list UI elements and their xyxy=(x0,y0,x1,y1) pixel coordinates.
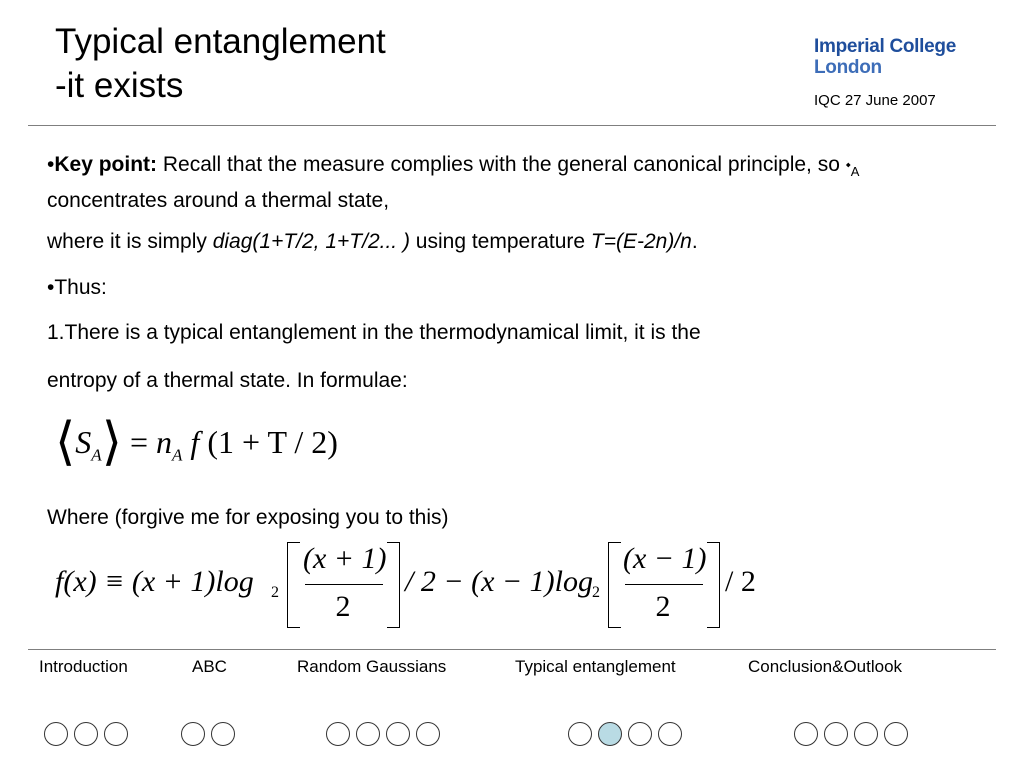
footer-divider xyxy=(28,649,996,650)
point-1-line-2: entropy of a thermal state. In formulae: xyxy=(47,369,408,392)
nav-dots-introduction xyxy=(44,722,128,748)
right-bracket xyxy=(707,542,720,628)
slide-nav-dot[interactable] xyxy=(568,722,592,746)
nav-random-gaussians[interactable]: Random Gaussians xyxy=(297,657,447,676)
slide-title xyxy=(55,20,386,108)
nav-typical-entanglement[interactable]: Typical entanglement xyxy=(515,657,676,676)
slide-nav-dot[interactable] xyxy=(824,722,848,746)
slide-nav-dot[interactable] xyxy=(416,722,440,746)
nav-abc[interactable]: ABC xyxy=(192,657,227,676)
key-point-paragraph: •Key point: Recall that the measure complies with the general canonical principle, so $⬩_A$ concentrates around a thermal state, xyxy=(47,153,860,213)
slide-nav-dot[interactable] xyxy=(356,722,380,746)
title-line-1: Typical entanglement xyxy=(55,22,386,61)
nav-dots-abc xyxy=(181,722,235,748)
slide-nav-dot[interactable] xyxy=(44,722,68,746)
slide-nav-dot[interactable] xyxy=(598,722,622,746)
thus-paragraph: •Thus: xyxy=(47,276,107,299)
slide-nav-dot[interactable] xyxy=(854,722,878,746)
diag-paragraph: where it is simply diag(1+T/2, 1+T/2... ) using temperature T=(E-2n)/n. xyxy=(47,230,698,253)
slide-nav-dot[interactable] xyxy=(794,722,818,746)
nav-dots-conclusion-outlook xyxy=(794,722,908,748)
fraction-bar xyxy=(305,584,383,585)
rho-symbol: ⬩ xyxy=(845,156,851,172)
slide-nav-dot[interactable] xyxy=(104,722,128,746)
slide-nav-dot[interactable] xyxy=(211,722,235,746)
header-divider xyxy=(28,125,996,126)
nav-dots-random-gaussians xyxy=(326,722,440,748)
fraction-bar xyxy=(625,584,703,585)
imperial-college-logo: Imperial College London xyxy=(814,36,956,78)
slide-nav-dot[interactable] xyxy=(326,722,350,746)
f-definition-formula: f(x) ≡ (x + 1)log 2 (x + 1) 2 / 2 − (x − 1)log 2 (x − 1) 2 / 2 xyxy=(55,540,785,632)
slide-nav-dot[interactable] xyxy=(181,722,205,746)
where-paragraph: Where (forgive me for exposing you to this) xyxy=(47,506,449,529)
nav-introduction[interactable]: Introduction xyxy=(39,657,128,676)
slide-nav-dot[interactable] xyxy=(658,722,682,746)
slide-nav-dot[interactable] xyxy=(386,722,410,746)
nav-dots-typical-entanglement xyxy=(568,722,682,748)
slide-nav-dot[interactable] xyxy=(628,722,652,746)
event-label: IQC 27 June 2007 xyxy=(814,92,936,109)
key-point-label: Key point: xyxy=(54,153,158,176)
nav-conclusion-outlook[interactable]: Conclusion&Outlook xyxy=(748,657,903,676)
point-1-line-1: 1.There is a typical entanglement in the thermodynamical limit, it is the xyxy=(47,321,701,344)
title-line-2: -it exists xyxy=(55,66,184,105)
slide-nav-dot[interactable] xyxy=(884,722,908,746)
slide-nav-dot[interactable] xyxy=(74,722,98,746)
left-bracket xyxy=(287,542,300,628)
entanglement-formula: $⟨S_A⟩ = n_A$ f (1 + T / 2) xyxy=(55,414,338,471)
left-bracket xyxy=(608,542,621,628)
right-bracket xyxy=(387,542,400,628)
